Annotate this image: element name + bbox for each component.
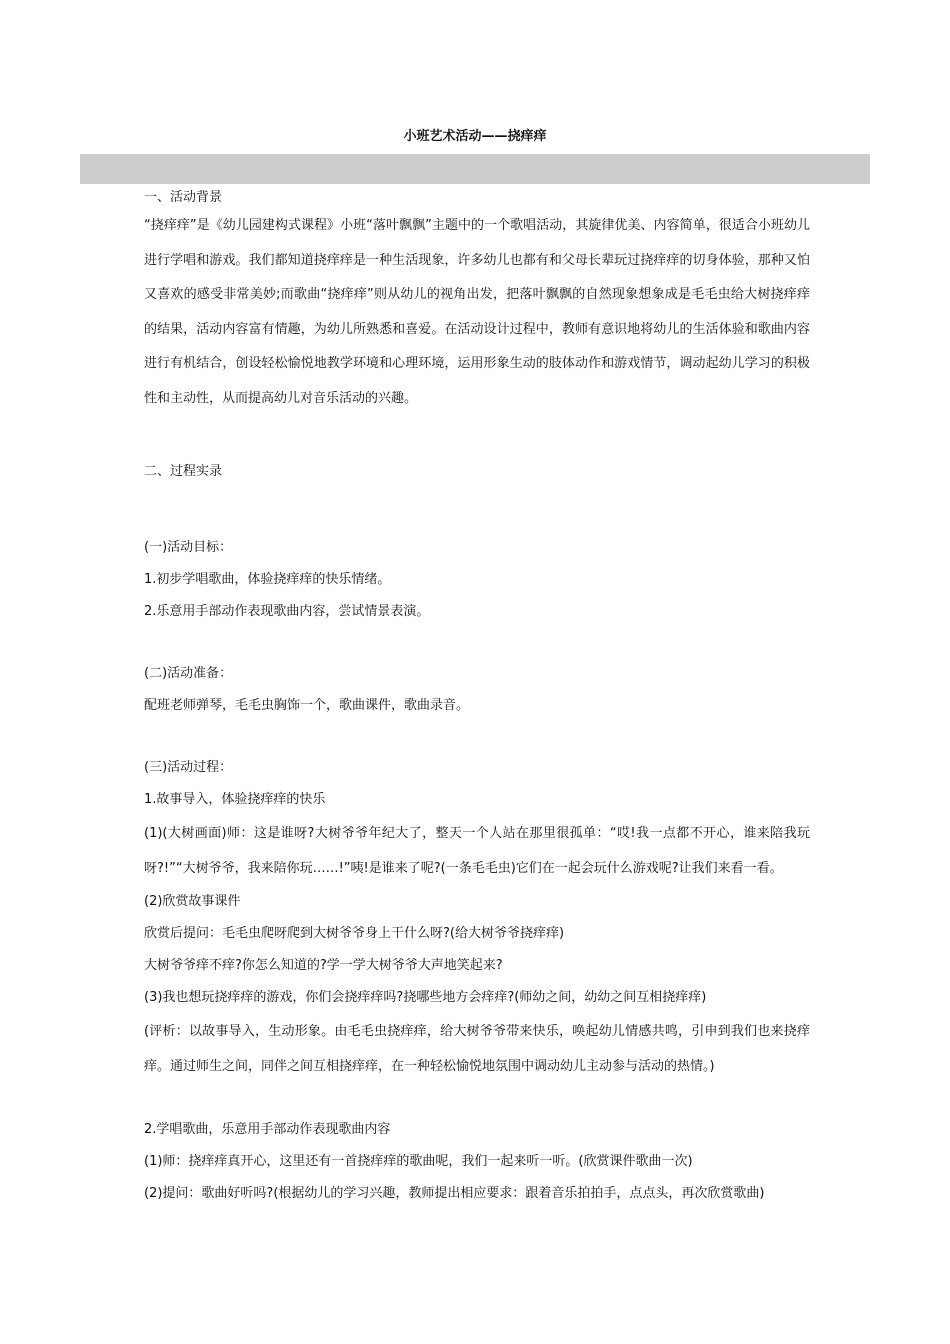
process-heading: (三)活动过程： (144, 760, 233, 775)
prep-heading: (二)活动准备： (144, 666, 233, 681)
goal-item: 1.初步学唱歌曲，体验挠痒痒的快乐情绪。 (144, 572, 391, 587)
document-body (144, 188, 810, 1210)
background-paragraph: “挠痒痒”是《幼儿园建构式课程》小班“落叶飘飘”主题中的一个歌唱活动，其旋律优美、内容简单，很适合小班幼儿进行学唱和游戏。我们都知道挠痒痒是一种生活现象，许多幼儿也都有和父母长辈玩过挠痒痒的切身体验，那种又怕又喜欢的感受非常美妙;而歌曲“挠痒痒”则从幼儿的视角出发，把落叶飘飘的自然现象想象成是毛毛虫给大树挠痒痒的结果，活动内容富有情趣，为幼儿所熟悉和喜爱。在活动设计过程中，教师有意识地将幼儿的生活体验和歌曲内容进行有机结合，创设轻松愉悦地教学环境和心理环境，运用形象生动的肢体动作和游戏情节，调动起幼儿学习的积极性和主动性，从而提高幼儿对音乐活动的兴趣。 (144, 218, 810, 406)
step-heading: 1.故事导入，体验挠痒痒的快乐 (144, 792, 326, 807)
section-heading-process: 二、过程实录 (144, 464, 223, 479)
document-title: 小班艺术活动——挠痒痒 (403, 129, 547, 144)
prep-text: 配班老师弹琴，毛毛虫胸饰一个，歌曲课件，歌曲录音。 (144, 698, 470, 713)
step-heading: 2.学唱歌曲，乐意用手部动作表现歌曲内容 (144, 1122, 391, 1137)
goal-item: 2.乐意用手部动作表现歌曲内容，尝试情景表演。 (144, 604, 430, 619)
process-line: 欣赏后提问：毛毛虫爬呀爬到大树爷爷身上干什么呀?(给大树爷爷挠痒痒) (144, 926, 565, 941)
process-line: 大树爷爷痒不痒?你怎么知道的?学一学大树爷爷大声地笑起来? (144, 958, 503, 973)
process-line: (1)师：挠痒痒真开心，这里还有一首挠痒痒的歌曲呢，我们一起来听一听。(欣赏课件歌曲一次) (144, 1154, 693, 1169)
gray-header-band (80, 154, 870, 184)
section-heading-background: 一、活动背景 (144, 190, 223, 205)
process-line: (2)提问：歌曲好听吗?(根据幼儿的学习兴趣，教师提出相应要求：跟着音乐拍拍手，点点头，再次欣赏歌曲) (144, 1186, 765, 1201)
process-line: (2)欣赏故事课件 (144, 894, 241, 909)
process-paragraph: (1)(大树画面)师：这是谁呀?大树爷爷年纪大了，整天一个人站在那里很孤单：“哎!我一点都不开心，谁来陪我玩呀?!”“大树爷爷，我来陪你玩……!”咦!是谁来了呢?(一条毛毛虫)它们在一起会玩什么游戏呢?让我们来看一看。 (144, 826, 810, 876)
commentary-paragraph: (评析：以故事导入，生动形象。由毛毛虫挠痒痒，给大树爷爷带来快乐，唤起幼儿情感共鸣，引申到我们也来挠痒痒。通过师生之间，同伴之间互相挠痒痒，在一种轻松愉悦地氛围中调动幼儿主动参与活动的热情。) (144, 1024, 810, 1074)
goals-heading: (一)活动目标： (144, 540, 233, 555)
process-line: (3)我也想玩挠痒痒的游戏，你们会挠痒痒吗?挠哪些地方会痒痒?(师幼之间，幼幼之间互相挠痒痒) (144, 990, 707, 1005)
